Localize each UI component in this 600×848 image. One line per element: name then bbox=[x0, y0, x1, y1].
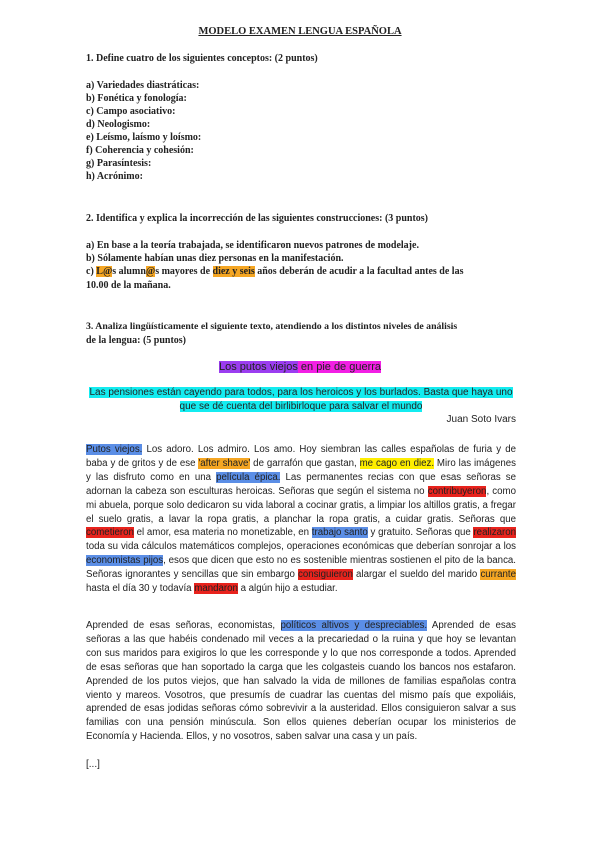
q2-item-a: a) En base a la teoría trabajada, se identificaron nuevos patrones de modelaje. bbox=[86, 240, 419, 251]
q1-item-f: f) Coherencia y cohesión: bbox=[86, 145, 194, 156]
q1-heading: 1. Define cuatro de los siguientes conceptos: (2 puntos) bbox=[86, 53, 318, 64]
q2-heading: 2. Identifica y explica la incorrección de las siguientes construcciones: (3 puntos) bbox=[86, 213, 429, 224]
highlighted-phrase: película épica. bbox=[216, 471, 281, 483]
q1-item-a: a) Variedades diastráticas: bbox=[86, 80, 200, 91]
q1-item-d: d) Neologismo: bbox=[86, 119, 151, 130]
text-segment: Los adoro. Los admiro. Los amo. Hoy siembran las calles españolas de furia y de baba y de gritos y de ese bbox=[86, 444, 516, 469]
text-segment: hasta el día 30 y todavía bbox=[86, 583, 195, 595]
article-subtitle-text: Las pensiones están cayendo para todos, para los heroicos y los burlados. Basta que haya uno que se dé cuenta del birlibirloque para salvar el mundo bbox=[89, 387, 513, 412]
q2-item-c bbox=[86, 265, 463, 278]
highlighted-phrase: economistas pijos bbox=[86, 555, 164, 567]
text-segment: Miro las imágenes y las disfruto como en una bbox=[86, 457, 516, 483]
highlighted-phrase: me cago en diez. bbox=[359, 457, 435, 469]
text-segment: el amor, esa materia no monetizable, en bbox=[133, 527, 312, 539]
article-subtitle bbox=[86, 386, 516, 414]
highlighted-phrase: cometieron bbox=[86, 527, 134, 539]
q2-c-highlight-1: L@ bbox=[96, 266, 113, 277]
q2-c-highlight-2: @ bbox=[145, 266, 156, 277]
text-segment: alargar el sueldo del marido bbox=[352, 569, 481, 581]
article-title bbox=[0, 361, 600, 373]
q3-heading-line1: 3. Analiza lingüísticamente el siguiente texto, atendiendo a los distintos niveles de análisis bbox=[86, 321, 458, 332]
q3-heading-line2: de la lengua: (5 puntos) bbox=[86, 335, 187, 346]
highlighted-phrase: consiguieron bbox=[297, 569, 353, 581]
text-segment: de garrafón que gastan, bbox=[250, 457, 360, 469]
article-paragraph-1 bbox=[86, 443, 516, 596]
text-segment: y gratuito. Señoras que bbox=[367, 527, 474, 539]
text-segment: , esos que dicen que esto no es sostenible mientras sostienen el pito de la banca. Señoras ignorantes y sencillas que sin embargo bbox=[86, 555, 516, 581]
q1-item-b: b) Fonética y fonología: bbox=[86, 93, 187, 104]
text-segment: , como mi abuela, porque solo dedicaron su vida laboral a cocinar gratis, a limpiar los altillos gratis, a fregar el suelo gratis, a lavar la ropa gratis, a planchar la ropa gratis, a cuidar gratis. Señoras que bbox=[86, 485, 516, 525]
q2-item-c-line2: 10.00 de la mañana. bbox=[86, 280, 171, 291]
highlighted-phrase: currante bbox=[480, 569, 516, 581]
highlighted-phrase: trabajo santo bbox=[311, 527, 368, 539]
q2-c-text-2: s mayores de bbox=[155, 266, 213, 277]
highlighted-phrase: 'after shave' bbox=[198, 457, 251, 469]
exam-title: MODELO EXAMEN LENGUA ESPAÑOLA bbox=[198, 26, 402, 37]
text-segment: toda su vida cálculos matemáticos complejos, operaciones económicas que deberían sonrojar a los bbox=[86, 541, 516, 553]
q2-c-highlight-3: diez y seis bbox=[212, 266, 255, 277]
text-segment: Aprended de esas señoras a las que habéis condenado mil veces a la precariedad o la ruina y que hoy se levantan con sus maridos para exigiros lo que les corresponde y lo que nos corresponde a todos. Aprended de esas señoras que han soportado la carga que les colgasteis cuando los bancos nos estafaron. Aprended de los putos viejos, que han salvado la vida de millones de familias españolas contra viento y mareos. Vosotros, que presumís de cuadrar las cuentas del mismo país que expoliáis, aprended de esas jodidas señoras cómo sobrevivir a la austeridad. Ellos consiguieron salvar a sus familias con una pensión minúscula. Son ellos quienes deberían ocupar los ministerios de Economía y Hacienda. Ellos, y no vosotros, saben salvar una casa y un país. bbox=[86, 620, 516, 743]
q2-item-b: b) Sólamente habían unas diez personas en la manifestación. bbox=[86, 253, 344, 264]
q1-item-c: c) Campo asociativo: bbox=[86, 106, 176, 117]
q2-c-text-3: años deberán de acudir a la facultad antes de las bbox=[254, 266, 464, 277]
article-title-part1: Los putos viejos bbox=[218, 361, 298, 373]
q1-item-g: g) Parasíntesis: bbox=[86, 158, 152, 169]
text-segment: a algún hijo a estudiar. bbox=[237, 583, 338, 595]
article-paragraph-2 bbox=[86, 619, 516, 744]
q2-c-prefix: c) bbox=[86, 266, 97, 277]
q2-c-text-1: s alumn bbox=[112, 266, 146, 277]
highlighted-phrase: contribuyeron bbox=[427, 485, 487, 497]
highlighted-phrase: realizaron bbox=[473, 527, 516, 539]
text-segment: Aprended de esas señoras, economistas, bbox=[86, 620, 281, 631]
q1-item-e: e) Leísmo, laísmo y loísmo: bbox=[86, 132, 202, 143]
q1-item-h: h) Acrónimo: bbox=[86, 171, 143, 182]
article-author: Juan Soto Ivars bbox=[446, 414, 516, 425]
article-title-part2: en pie de guerra bbox=[297, 361, 382, 373]
highlighted-phrase: políticos altivos y despreciables. bbox=[280, 620, 428, 631]
text-segment: Las permanentes recias con que esas señoras se adornan la cabeza son esculturas heroicas. Señoras que según el sistema no bbox=[86, 471, 516, 497]
highlighted-phrase: mandaron bbox=[194, 583, 238, 595]
article-ellipsis: [...] bbox=[86, 759, 100, 770]
highlighted-phrase: Putos viejos. bbox=[86, 444, 143, 455]
